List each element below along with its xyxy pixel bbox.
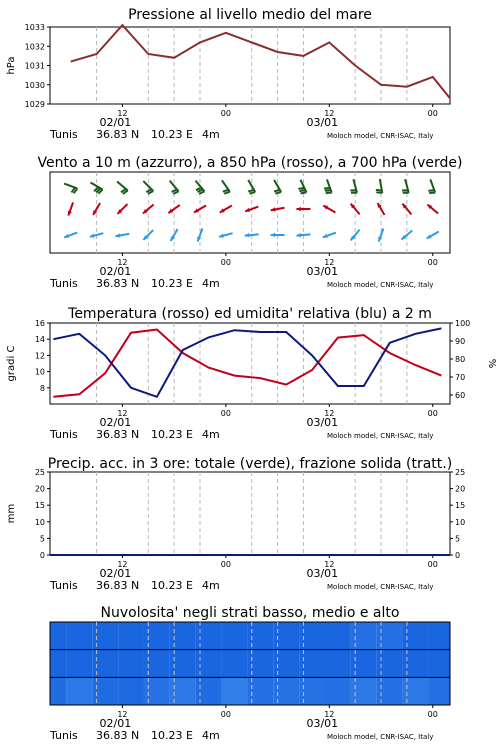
- y-tick-label: 15: [34, 501, 45, 511]
- wind-barb: [274, 190, 280, 192]
- wind-arrow: [93, 203, 100, 215]
- y-axis-label: hPa: [6, 56, 17, 75]
- wind-arrow: [428, 179, 435, 193]
- wind-arrow: [351, 204, 360, 215]
- x-tick-label: 00: [220, 409, 231, 418]
- wind-arrow: [117, 182, 128, 194]
- y-tick-label: 1032: [24, 42, 45, 52]
- wind-arrow: [402, 179, 409, 193]
- wind-head: [245, 208, 250, 212]
- wind-arrow: [222, 180, 230, 193]
- wind-arrow: [427, 205, 438, 214]
- y-tick-label-right: 20: [455, 484, 466, 494]
- panel-frame: [50, 323, 450, 404]
- cloud-cell: [428, 622, 450, 650]
- wind-arrow: [324, 179, 332, 193]
- y-tick-label: 1031: [24, 61, 45, 71]
- cloud-cell: [428, 650, 450, 678]
- y-tick-label: 1030: [24, 80, 45, 90]
- footer-elevation: 4m: [202, 579, 220, 592]
- x-tick-label: 12: [117, 409, 128, 418]
- wind-arrow: [350, 179, 357, 193]
- wind-arrow: [427, 232, 439, 239]
- footer-longitude: 10.23 E: [151, 579, 193, 592]
- x-tick-label: 12: [117, 258, 128, 267]
- y-tick-label: 0: [39, 551, 45, 560]
- cloud-cell: [50, 650, 66, 678]
- wind-arrow: [117, 204, 127, 214]
- panel-title: Temperatura (rosso) ed umidita' relativa (blu) a 2 m: [68, 306, 432, 322]
- wind-arrow: [68, 202, 73, 215]
- wind-arrow: [220, 206, 232, 213]
- wind-arrow: [219, 233, 233, 238]
- date-label: 03/01: [306, 416, 339, 429]
- footer-longitude: 10.23 E: [151, 428, 193, 441]
- footer-location: Tunis: [50, 579, 78, 592]
- x-tick-label: 12: [324, 409, 335, 418]
- cloud-cell: [428, 677, 450, 705]
- footer-credit: Moloch model, CNR-ISAC, Italy: [327, 583, 434, 591]
- wind-barb: [224, 192, 230, 194]
- date-label: 02/01: [99, 717, 132, 730]
- y-tick-label: 12: [34, 351, 45, 361]
- footer-latitude: 36.83 N: [96, 729, 140, 742]
- date-label: 03/01: [306, 265, 339, 278]
- wind-arrow: [116, 233, 130, 237]
- wind-arrow: [168, 205, 179, 213]
- x-tick-label: 00: [427, 258, 438, 267]
- wind-barb: [376, 190, 382, 191]
- x-tick-label: 12: [324, 109, 335, 118]
- footer-latitude: 36.83 N: [96, 128, 140, 141]
- cloud-cell: [222, 677, 248, 705]
- footer-elevation: 4m: [202, 277, 220, 290]
- wind-arrow: [90, 183, 102, 194]
- footer-location: Tunis: [50, 428, 78, 441]
- wind-head: [296, 207, 301, 211]
- panel-title: Pressione al livello medio del mare: [128, 7, 372, 23]
- y-tick-label: 16: [34, 319, 45, 328]
- x-tick-label: 12: [117, 109, 128, 118]
- wind-arrow: [378, 203, 385, 215]
- y-axis-label: mm: [6, 503, 17, 524]
- x-tick-label: 00: [220, 109, 231, 118]
- y-tick-label: 10: [34, 367, 45, 377]
- y-axis-label: gradi C: [6, 345, 17, 382]
- y-tick-label-right: 60: [455, 391, 466, 400]
- y-tick-label-right: 70: [455, 373, 466, 382]
- wind-head: [296, 233, 301, 237]
- wind-head: [271, 233, 276, 237]
- x-tick-label: 12: [324, 560, 335, 569]
- y-tick-label: 1029: [24, 100, 45, 109]
- footer-elevation: 4m: [202, 428, 220, 441]
- panel-frame: [50, 472, 450, 555]
- cloud-cell: [325, 677, 351, 705]
- y-tick-label-right: 10: [455, 517, 466, 527]
- wind-arrow: [64, 233, 77, 238]
- cloud-cell: [66, 677, 92, 705]
- y-tick-label: 1033: [24, 23, 45, 32]
- y-tick-label: 5: [39, 534, 45, 544]
- wind-head: [323, 234, 328, 238]
- date-label: 03/01: [306, 717, 339, 730]
- x-tick-label: 00: [220, 258, 231, 267]
- x-tick-label: 00: [427, 409, 438, 418]
- footer-longitude: 10.23 E: [151, 277, 193, 290]
- date-label: 03/01: [306, 116, 339, 129]
- date-label: 02/01: [99, 116, 132, 129]
- wind-head: [68, 211, 72, 216]
- wind-shaft: [117, 182, 128, 191]
- cloud-cell: [118, 622, 144, 650]
- pressure-line: [71, 25, 450, 98]
- x-tick-label: 00: [427, 710, 438, 719]
- y-tick-label-right: 90: [455, 337, 466, 346]
- cloud-cell: [66, 622, 92, 650]
- wind-barb: [249, 192, 255, 194]
- y-tick-label-right: 5: [455, 534, 461, 544]
- wind-arrow: [323, 206, 335, 213]
- footer-elevation: 4m: [202, 729, 220, 742]
- y-tick-label-right: 15: [455, 501, 466, 511]
- date-label: 02/01: [99, 416, 132, 429]
- wind-arrow: [402, 204, 411, 215]
- footer-credit: Moloch model, CNR-ISAC, Italy: [327, 281, 434, 289]
- wind-arrow: [298, 180, 306, 194]
- cloud-cell: [66, 650, 92, 678]
- wind-barb: [223, 190, 229, 192]
- wind-head: [245, 233, 250, 237]
- wind-barb: [298, 188, 304, 189]
- x-tick-label: 00: [220, 710, 231, 719]
- date-label: 02/01: [99, 265, 132, 278]
- cloud-cell: [50, 622, 66, 650]
- y-tick-label: 20: [34, 484, 45, 494]
- wind-barb: [376, 192, 382, 193]
- footer-latitude: 36.83 N: [96, 579, 140, 592]
- footer-credit: Moloch model, CNR-ISAC, Italy: [327, 132, 434, 140]
- panel-title: Nuvolosita' negli strati basso, medio e alto: [100, 605, 400, 621]
- panel-title: Vento a 10 m (azzurro), a 850 hPa (rosso), a 700 hPa (verde): [37, 155, 463, 171]
- footer-elevation: 4m: [202, 128, 220, 141]
- wind-barb: [300, 192, 306, 193]
- panel-title: Precip. acc. in 3 ore: totale (verde), frazione solida (tratt.): [47, 456, 453, 472]
- cloud-cell: [118, 677, 144, 705]
- wind-arrow: [194, 206, 206, 213]
- x-tick-label: 12: [117, 560, 128, 569]
- x-tick-label: 00: [220, 560, 231, 569]
- footer-location: Tunis: [50, 277, 78, 290]
- wind-arrow: [323, 233, 336, 238]
- y-tick-label-right: 80: [455, 355, 466, 364]
- y-axis-label-right: %: [486, 358, 497, 369]
- wind-arrow: [143, 205, 154, 214]
- cloud-cell: [325, 622, 351, 650]
- y-tick-label: 25: [34, 468, 45, 477]
- wind-barb: [248, 190, 254, 192]
- y-tick-label-right: 0: [455, 551, 461, 560]
- y-tick-label: 10: [34, 517, 45, 527]
- x-tick-label: 12: [117, 710, 128, 719]
- cloud-cell: [222, 622, 248, 650]
- wind-barb: [299, 190, 305, 191]
- footer-credit: Moloch model, CNR-ISAC, Italy: [327, 432, 434, 440]
- humidity-line: [53, 328, 441, 396]
- footer-longitude: 10.23 E: [151, 729, 193, 742]
- x-tick-label: 12: [324, 710, 335, 719]
- footer-longitude: 10.23 E: [151, 128, 193, 141]
- y-tick-label: 8: [39, 383, 45, 393]
- y-tick-label-right: 100: [455, 319, 471, 328]
- cloud-cell: [325, 650, 351, 678]
- date-label: 03/01: [306, 567, 339, 580]
- wind-head: [64, 234, 69, 238]
- wind-head: [378, 237, 382, 242]
- wind-barb: [275, 192, 281, 194]
- footer-location: Tunis: [50, 729, 78, 742]
- x-tick-label: 00: [427, 109, 438, 118]
- footer-latitude: 36.83 N: [96, 428, 140, 441]
- footer-credit: Moloch model, CNR-ISAC, Italy: [327, 733, 434, 741]
- footer-location: Tunis: [50, 128, 78, 141]
- y-tick-label-right: 25: [455, 468, 466, 477]
- cloud-cell: [50, 677, 66, 705]
- cloud-cell: [118, 650, 144, 678]
- footer-latitude: 36.83 N: [96, 277, 140, 290]
- wind-head: [197, 237, 201, 242]
- wind-shaft: [64, 184, 77, 189]
- x-tick-label: 12: [324, 258, 335, 267]
- x-tick-label: 00: [427, 560, 438, 569]
- y-tick-label: 14: [34, 335, 45, 345]
- date-label: 02/01: [99, 567, 132, 580]
- wind-arrow: [64, 184, 77, 194]
- cloud-cell: [222, 650, 248, 678]
